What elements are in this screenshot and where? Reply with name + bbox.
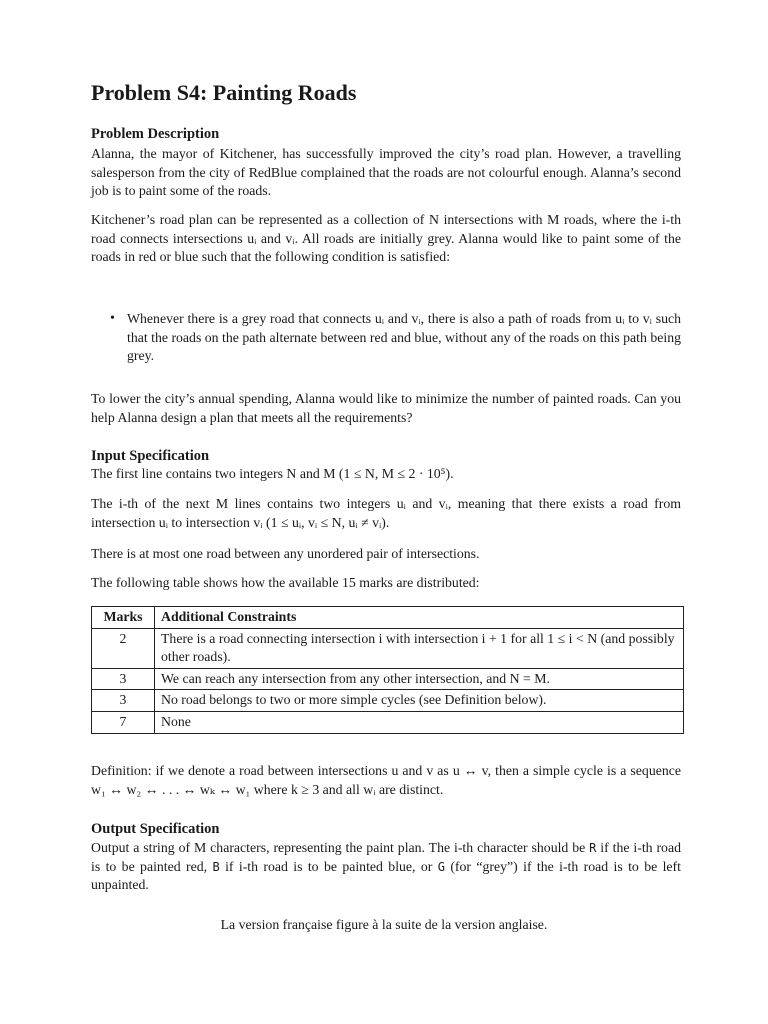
constraint-cell: None xyxy=(155,711,684,733)
table-row xyxy=(92,711,684,733)
input-specification-heading: Input Specification xyxy=(91,448,210,464)
simple-cycle-definition: Definition: if we denote a road between intersections u and v as u ↔ v, then a simple cycle is a sequence w₁ ↔ w₂ ↔ . . . ↔ wₖ ↔ w₁ where k ≥ 3 and all wᵢ are distinct. xyxy=(91,763,681,797)
table-row xyxy=(92,668,684,690)
page-title: Problem S4: Painting Roads xyxy=(91,80,357,105)
output-text-start: Output a string of M characters, representing the paint plan. The i-th character should be xyxy=(91,840,590,855)
bullet-dot-icon: • xyxy=(110,311,115,326)
marks-cell: 3 xyxy=(92,690,155,712)
marks-cell: 7 xyxy=(92,711,155,733)
input-specification-paragraph-1: The first line contains two integers N and M (1 ≤ N, M ≤ 2 · 10⁵). xyxy=(91,466,454,481)
table-row xyxy=(92,690,684,712)
output-text-mid-2: if i-th road is to be painted blue, or xyxy=(219,858,438,874)
input-specification-paragraph-2: The i-th of the next M lines contains two integers uᵢ and vᵢ, meaning that there exists a road from intersection uᵢ to intersection vᵢ (1 ≤ uᵢ, vᵢ ≤ N, uᵢ ≠ vᵢ). xyxy=(91,496,681,530)
marks-cell: 3 xyxy=(92,668,155,690)
condition-bullet xyxy=(110,310,681,366)
marks-table-header-row xyxy=(92,607,684,629)
output-text-mid-1: if the i-th road is to be painted red, xyxy=(91,840,681,874)
constraint-cell: We can reach any intersection from any other intersection, and N = M. xyxy=(155,668,684,690)
table-row xyxy=(92,628,684,668)
constraint-cell: No road belongs to two or more simple cycles (see Definition below). xyxy=(155,690,684,712)
code-g: G xyxy=(437,859,445,874)
input-specification-paragraph-3: There is at most one road between any unordered pair of intersections. xyxy=(91,546,480,561)
french-version-note: La version française figure à la suite de la version anglaise. xyxy=(220,917,548,932)
constraint-cell: There is a road connecting intersection i with intersection i + 1 for all 1 ≤ i < N (and possibly other roads). xyxy=(155,628,684,668)
condition-bullet-text: Whenever there is a grey road that connects uᵢ and vᵢ, there is also a path of roads from uᵢ to vᵢ such that the roads on the path alternate between red and blue, without any of the roads on this path being grey. xyxy=(127,311,682,364)
problem-description-heading: Problem Description xyxy=(91,126,220,142)
marks-column-header: Marks xyxy=(92,607,155,629)
marks-table xyxy=(91,606,684,734)
constraints-column-header: Additional Constraints xyxy=(155,607,684,629)
output-specification-paragraph xyxy=(91,839,681,895)
problem-description-paragraph-3: To lower the city’s annual spending, Alanna would like to minimize the number of painted roads. Can you help Alanna design a plan that meets all the requirements? xyxy=(91,391,681,425)
input-specification-paragraph-4: The following table shows how the available 15 marks are distributed: xyxy=(91,575,480,590)
problem-description-paragraph-1: Alanna, the mayor of Kitchener, has successfully improved the city’s road plan. However, a travelling salesperson from the city of RedBlue complained that the roads are not colourful enough. Alanna’s second job is to paint some of the roads. xyxy=(91,146,681,199)
code-r: R xyxy=(589,841,597,855)
code-b: B xyxy=(212,859,220,874)
problem-description-paragraph-2: Kitchener’s road plan can be represented as a collection of N intersections with M roads, where the i-th road connects intersections uᵢ and vᵢ. All roads are initially grey. Alanna would like to paint some of the roads in red or blue such that the following condition is satisfied: xyxy=(91,212,681,265)
output-specification-heading: Output Specification xyxy=(91,821,220,837)
output-text-end: (for “grey”) if the i-th road is to be left unpainted. xyxy=(91,858,681,893)
marks-cell: 2 xyxy=(92,628,155,668)
